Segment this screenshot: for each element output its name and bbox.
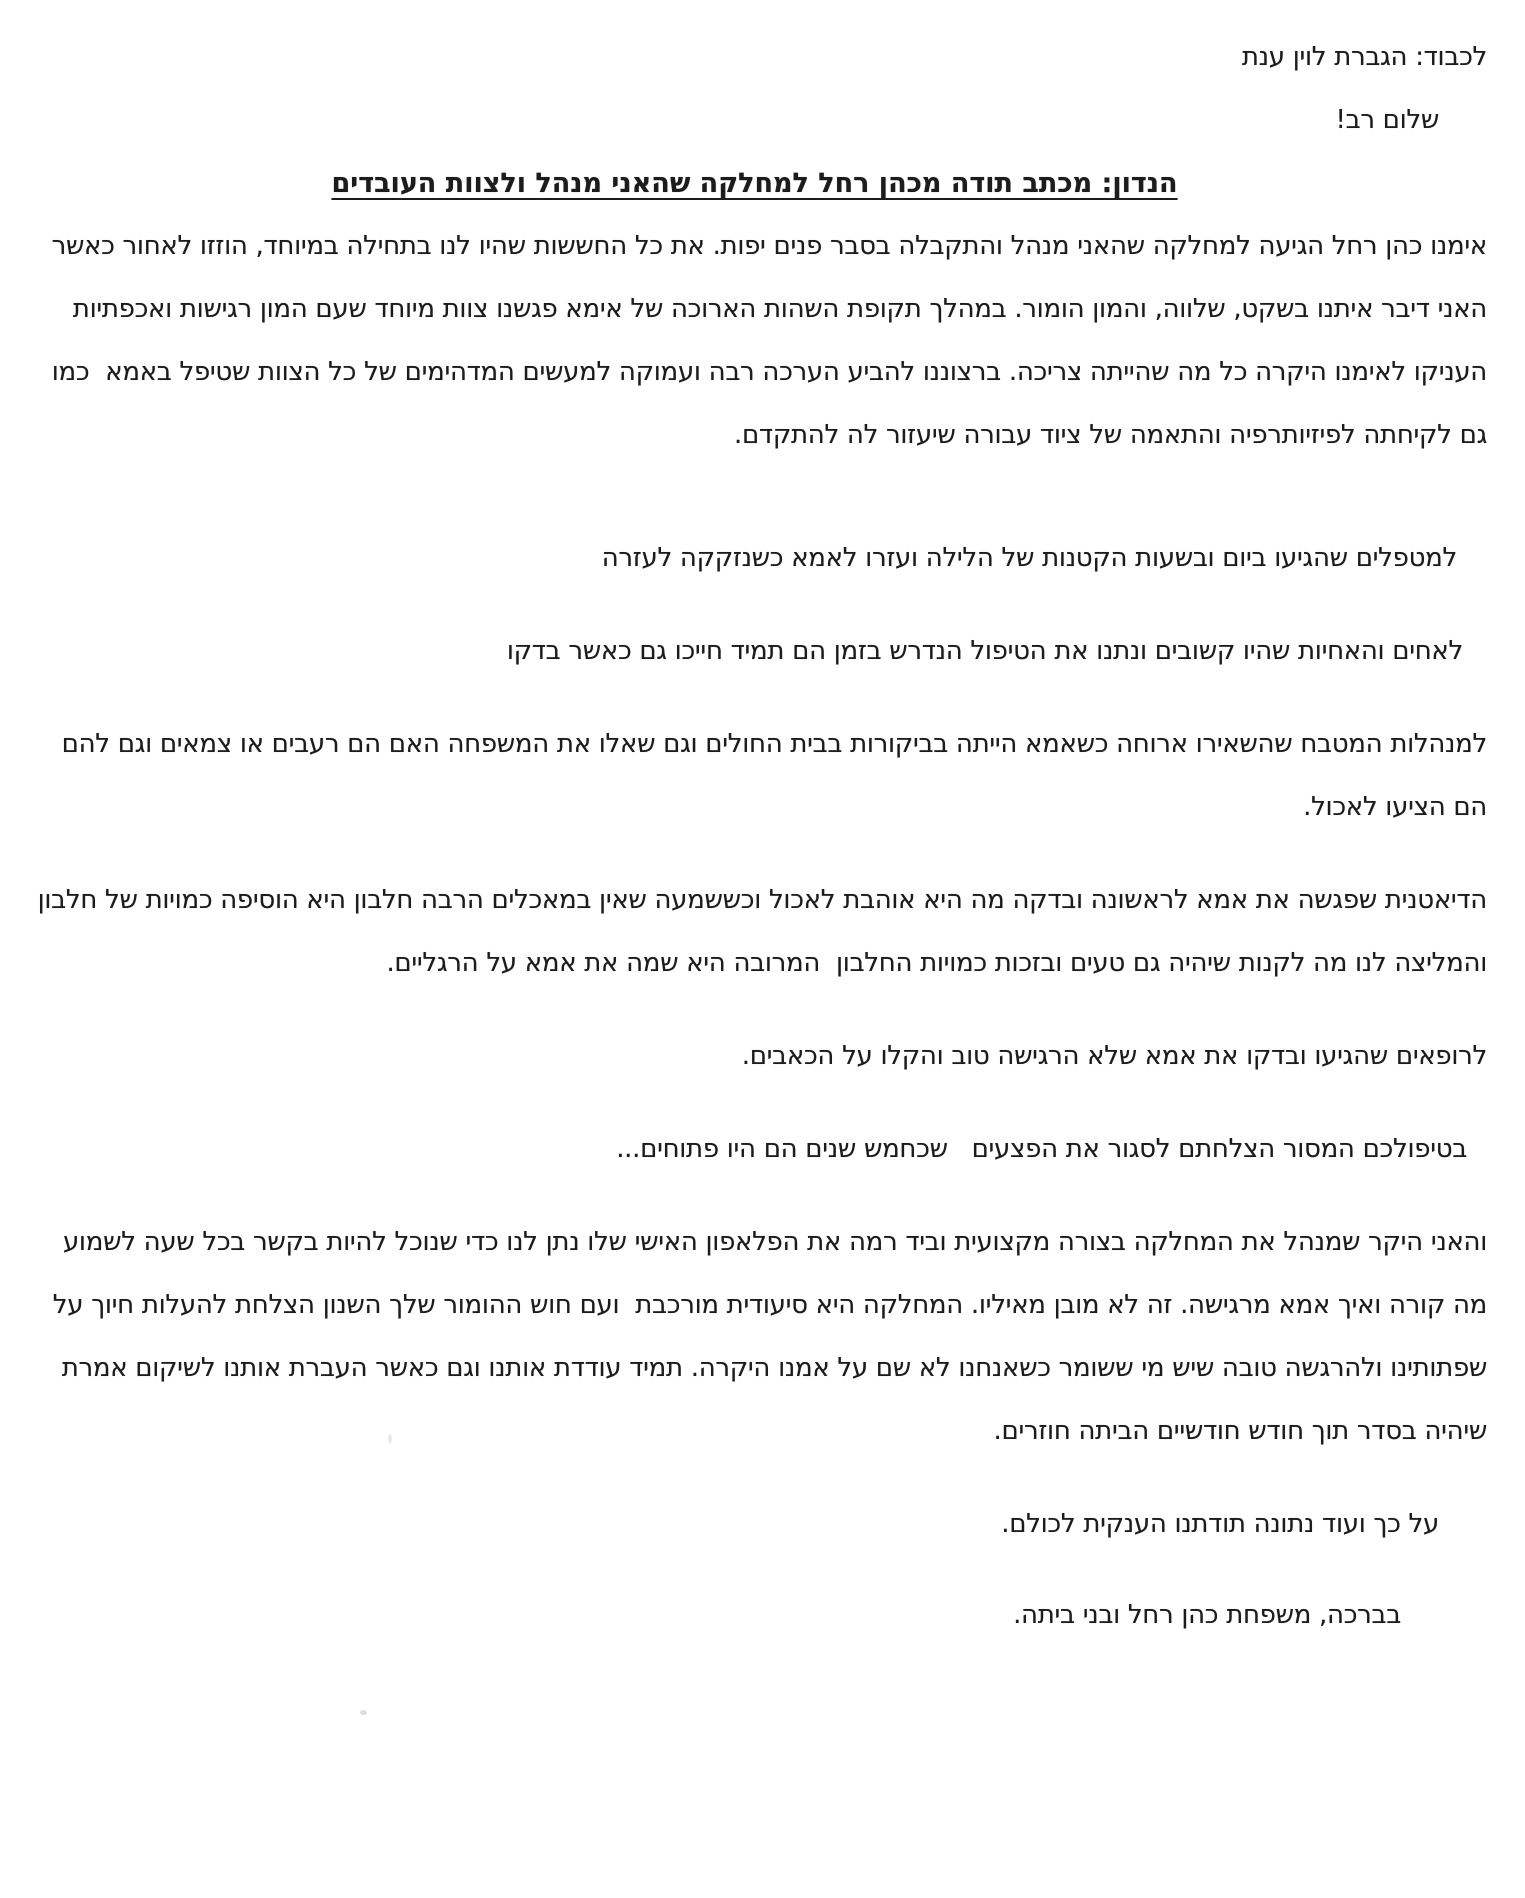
paragraph-caregivers: למטפלים שהגיעו ביום ובשעות הקטנות של הלילה ועזרו לאמא כשנזקקה לעזרה (601, 543, 1457, 573)
scan-artifact-speck (360, 1710, 367, 1715)
signature-line: בברכה, משפחת כהן רחל ובני ביתה. (1013, 1600, 1401, 1630)
recipient-line: לכבוד: הגברת לוין ענת (1241, 42, 1487, 72)
paragraph-kitchen-staff: למנהלות המטבח שהשאירו ארוחה כשאמא הייתה בביקורות בבית החולים וגם שאלו את המשפחה האם הם רעבים או צמאים וגם להם הם הציעו לאכול. (53, 729, 1487, 822)
paragraph-nurses: לאחים והאחיות שהיו קשובים ונתנו את הטיפול הנדרש בזמן הם תמיד חייכו גם כאשר בדקו (506, 636, 1463, 666)
paragraph-doctors: לרופאים שהגיעו ובדקו את אמא שלא הרגישה טוב והקלו על הכאבים. (741, 1041, 1487, 1071)
paragraph-department-manager: והאני היקר שמנהל את המחלקה בצורה מקצועית וביד רמה את הפלאפון האישי שלו נתן לנו כדי שנוכל להיות בקשר בכל שעה לשמוע מה קורה ואיך אמא מרגישה. זה לא מובן מאיליו. המחלקה היא סיעודית מורכבת ועם חוש ההומור שלך השנון הצלחת להעלות חיוך על שפתותינו ולהרגשה טובה שיש מי ששומר כשאנחנו לא שם על אמנו היקרה. תמיד עודדת אותנו וגם כאשר העברת אותנו לשיקום אמרת שיהיה בסדר תוך חודש חודשיים הביתה חוזרים. (44, 1227, 1487, 1446)
paragraph-wound-care: בטיפולכם המסור הצלחתם לסגור את הפצעים שכחמש שנים הם היו פתוחים... (616, 1134, 1467, 1164)
subject-line: הנדון: מכתב תודה מכהן רחל למחלקה שהאני מנהל ולצוות העובדים (331, 168, 1178, 199)
scan-artifact-speck (388, 1434, 392, 1443)
paragraph-opening: אימנו כהן רחל הגיעה למחלקה שהאני מנהל והתקבלה בסבר פנים יפות. את כל החששות שהיו לנו בתחילה במיוחד, הוזזו לאחור כאשר האני דיבר איתנו בשקט, שלווה, והמון הומור. במהלך תקופת השהות הארוכה של אימא פגשנו צוות מיוחד שעם המון רגישות ואכפתיות העניקו לאימנו היקרה כל מה שהייתה צריכה. ברצוננו להביע הערכה רבה ועמוקה למעשים המדהימים של כל הצוות שטיפל באמא כמו גם לקיחתה לפיזיותרפיה והתאמה של ציוד עבורה שיעזור לה להתקדם. (43, 231, 1487, 450)
paragraph-dietitian: הדיאטנית שפגשה את אמא לראשונה ובדקה מה היא אוהבת לאכול וכששמעה שאין במאכלים הרבה חלבון היא הוסיפה כמויות של חלבון והמליצה לנו מה לקנות שיהיה גם טעים ובזכות כמויות החלבון המרובה היא שמה את אמא על הרגליים. (29, 885, 1487, 978)
closing-line: על כך ועוד נתונה תודתנו הענקית לכולם. (1001, 1509, 1439, 1539)
greeting-line: שלום רב! (1335, 105, 1439, 135)
